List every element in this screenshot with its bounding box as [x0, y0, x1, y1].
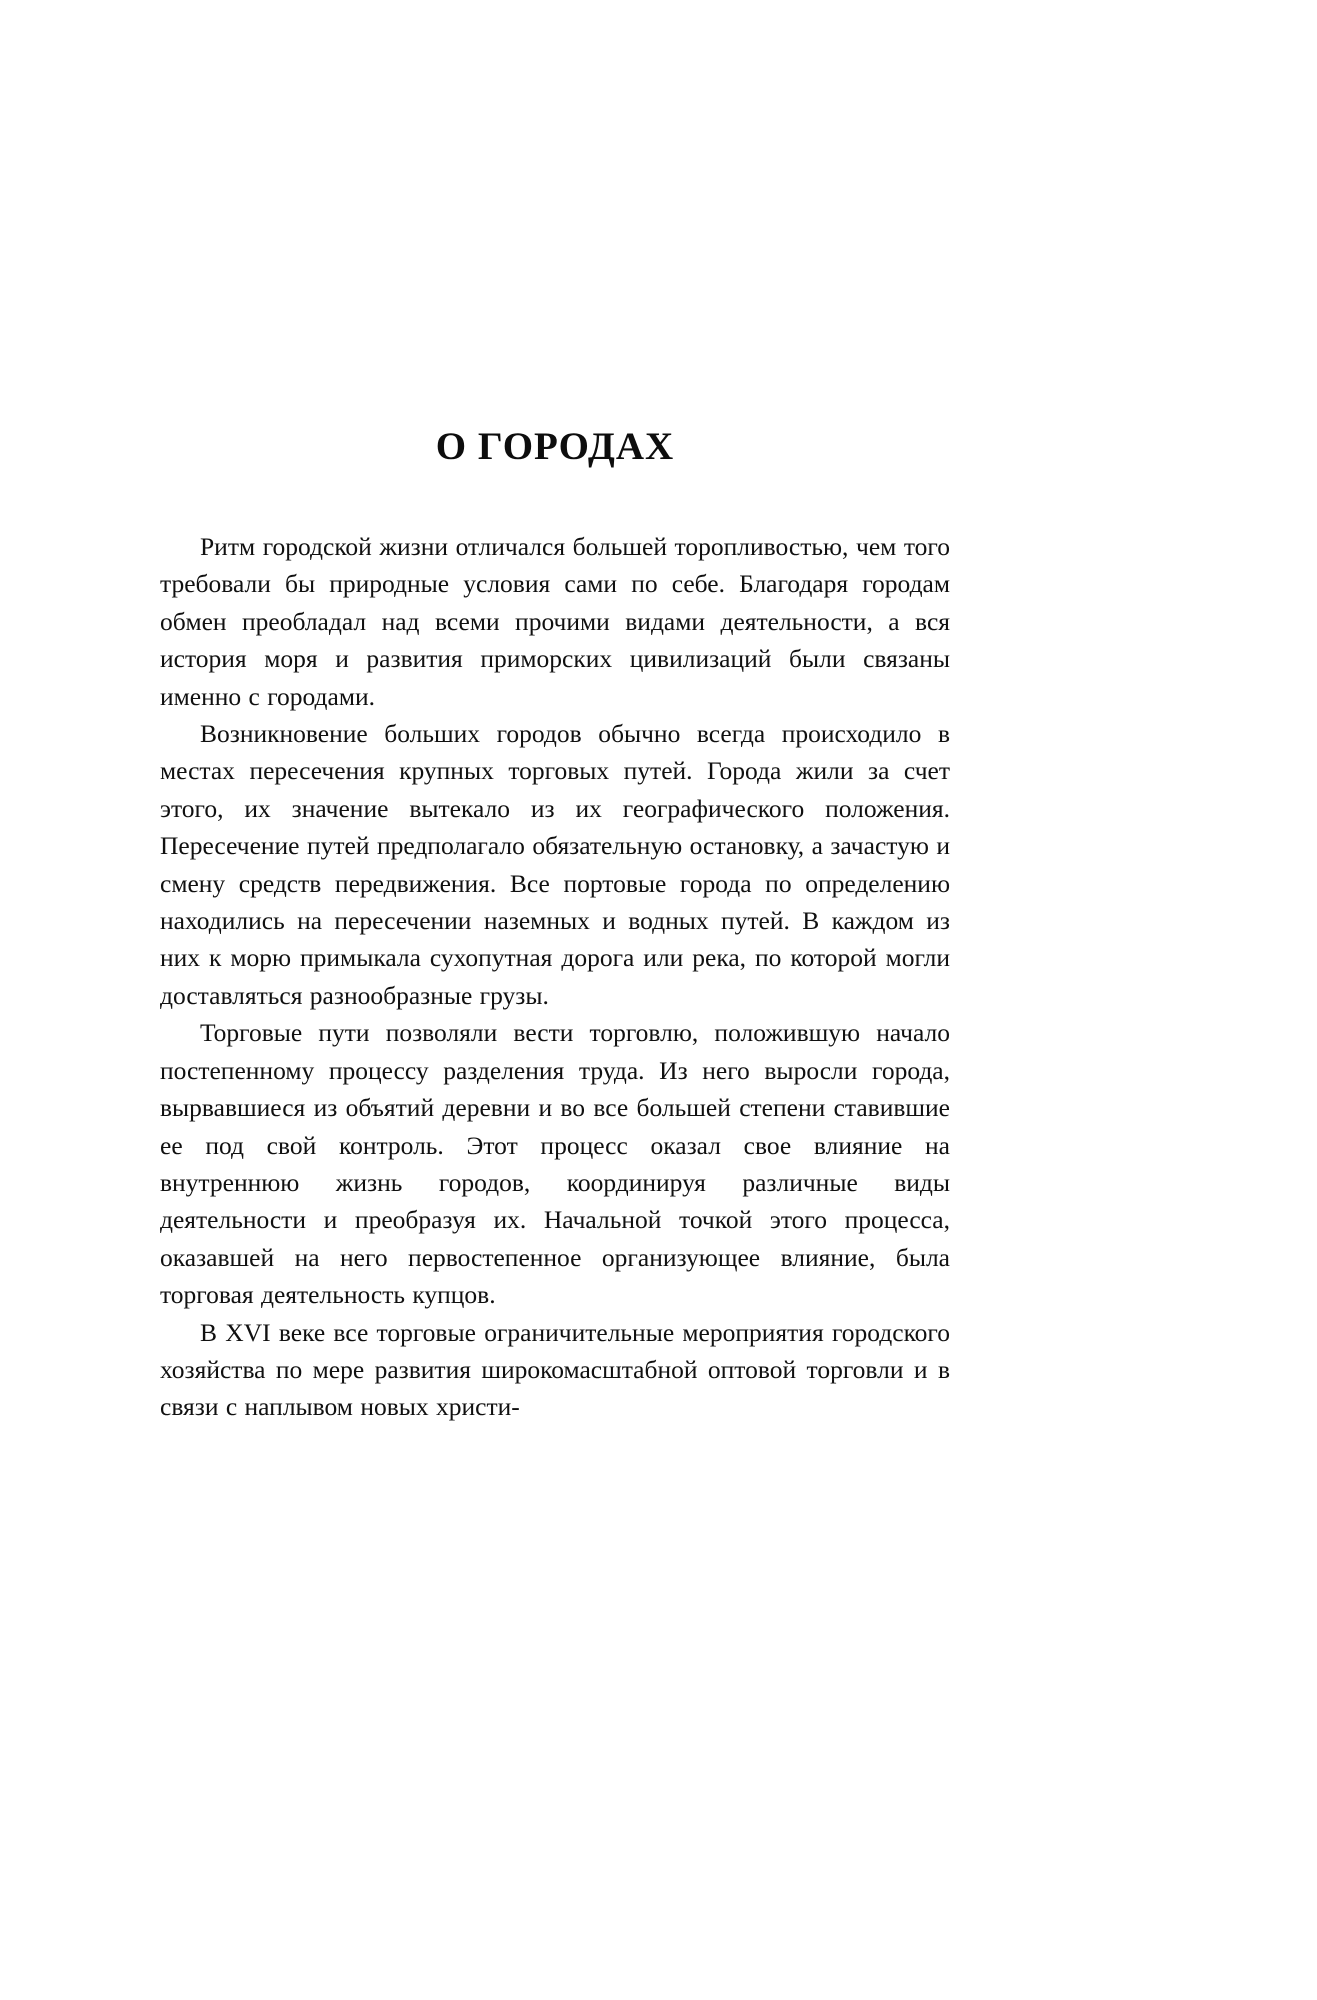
paragraph: Торговые пути позволяли вести торговлю, положившую начало постепенному процессу разделения труда. Из него выросли города, вырвавшиеся из объятий деревни и во все большей степени ставившие ее под свой контроль. Этот процесс оказал свое влияние на внутреннюю жизнь городов, координируя различные виды деятельности и преобразуя их. Начальной точкой этого процесса, оказавшей на него первостепенное организующее влияние, была торговая деятельность купцов.	[160, 1018, 950, 1310]
paragraph: В XVI веке все торговые ограничительные мероприятия городского хозяйства по мере развития широкомасштабной оптовой торговли и в связи с наплывом новых христи-	[160, 1317, 950, 1422]
paragraph: Возникновение больших городов обычно всегда происходило в местах пересечения крупных торговых путей. Города жили за счет этого, их значение вытекало из их географического положения. Пересечение путей предполагало обязательную остановку, а зачастую и смену средств передвижения. Все портовые города по определению находились на пересечении наземных и водных путей. В каждом из них к морю примыкала сухопутная дорога или река, по которой могли доставляться разнообразные грузы.	[160, 719, 950, 1010]
paragraph: Ритм городской жизни отличался большей торопливостью, чем того требовали бы природные условия сами по себе. Благодаря городам обмен преобладал над всеми прочими видами деятельности, а вся история моря и развития приморских цивилизаций были связаны именно с городами.	[160, 532, 950, 711]
body-text	[160, 528, 950, 1426]
chapter-title: О ГОРОДАХ	[435, 425, 675, 468]
